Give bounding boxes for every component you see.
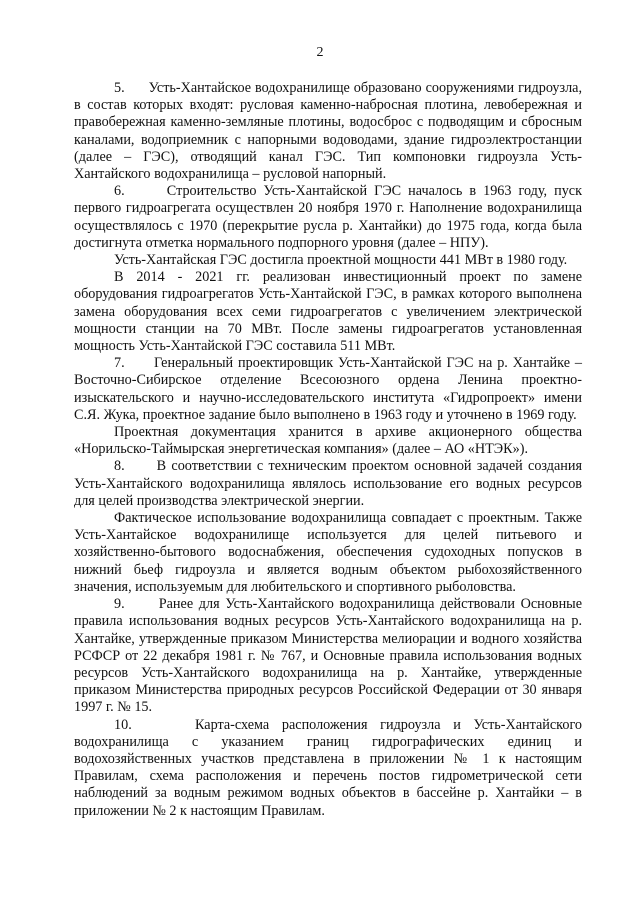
paragraph-7-archive: Проектная документация хранится в архиве акционерного общества «Норильско-Таймырская энергетическая компания» (далее – АО «НТЭК»).	[74, 424, 582, 458]
paragraph-8: 8. В соответствии с техническим проектом основной задачей создания Усть-Хантайского водохранилища являлось использование его водных ресурсов для целей производства электрической энергии.	[74, 458, 582, 509]
paragraph-7: 7. Генеральный проектировщик Усть-Хантайской ГЭС на р. Хантайке – Восточно-Сибирское отделение Всесоюзного ордена Ленина проектно-изыскательского и научно-исследовательского института «Гидропроект» имени С.Я. Жука, проектное задание было выполнено в 1963 году и уточнено в 1969 году.	[74, 355, 582, 423]
paragraph-8-actual-use: Фактическое использование водохранилища совпадает с проектным. Также Усть-Хантайское водохранилище используется для целей питьевого и хозяйственно-бытового водоснабжения, обеспечения судоходных попусков в нижний бьеф гидроузла и является водным объектом рыбохозяйственного значения, используемым для любительского и спортивного рыболовства.	[74, 510, 582, 595]
document-body	[74, 80, 582, 820]
paragraph-6-capacity: Усть-Хантайская ГЭС достигла проектной мощности 441 МВт в 1980 году.	[114, 252, 568, 269]
paragraph-5: 5. Усть-Хантайское водохранилище образовано сооружениями гидроузла, в состав которых входят: русловая каменно-набросная плотина, левобережная и правобережная каменно-земляные плотины, водосброс с подводящим и сбросным каналами, водоприемник с напорными водоводами, здание гидроэлектростанции (далее – ГЭС), отводящий канал ГЭС. Тип компоновки гидроузла Усть-Хантайского водохранилища – русловой напорный.	[74, 80, 582, 183]
paragraph-6-modernization: В 2014 - 2021 гг. реализован инвестиционный проект по замене оборудования гидроагрегатов Усть-Хантайской ГЭС, в рамках которого выполнена замена оборудования всех семи гидроагрегатов с увеличением электрической мощности станции на 70 МВт. После замены гидроагрегатов установленная мощность Усть-Хантайской ГЭС составила 511 МВт.	[74, 269, 582, 355]
paragraph-9: 9. Ранее для Усть-Хантайского водохранилища действовали Основные правила использования водных ресурсов Усть-Хантайского водохранилища на р. Хантайке, утвержденные приказом Министерства мелиорации и водного хозяйства РСФСР от 22 декабря 1981 г. № 767, и Основные правила использования водных ресурсов Усть-Хантайского водохранилища на р. Хантайке, утвержденные приказом Министерства природных ресурсов Российской Федерации от 30 января 1997 г. № 15.	[74, 596, 582, 716]
paragraph-10: 10. Карта-схема расположения гидроузла и Усть-Хантайского водохранилища с указанием границ гидрографических единиц и водохозяйственных участков представлена в приложении № 1 к настоящим Правилам, схема расположения и перечень постов гидрометрической сети наблюдений за водным режимом водных объектов в бассейне р. Хантайки – в приложении № 2 к настоящим Правилам.	[74, 716, 582, 819]
paragraph-6: 6. Строительство Усть-Хантайской ГЭС началось в 1963 году, пуск первого гидроагрегата осуществлен 20 ноября 1970 г. Наполнение водохранилища осуществлялось с 1970 (перекрытие русла р. Хантайки) до 1975 года, когда была достигнута отметка нормального подпорного уровня (далее – НПУ).	[74, 183, 582, 251]
page-number: 2	[316, 45, 324, 60]
